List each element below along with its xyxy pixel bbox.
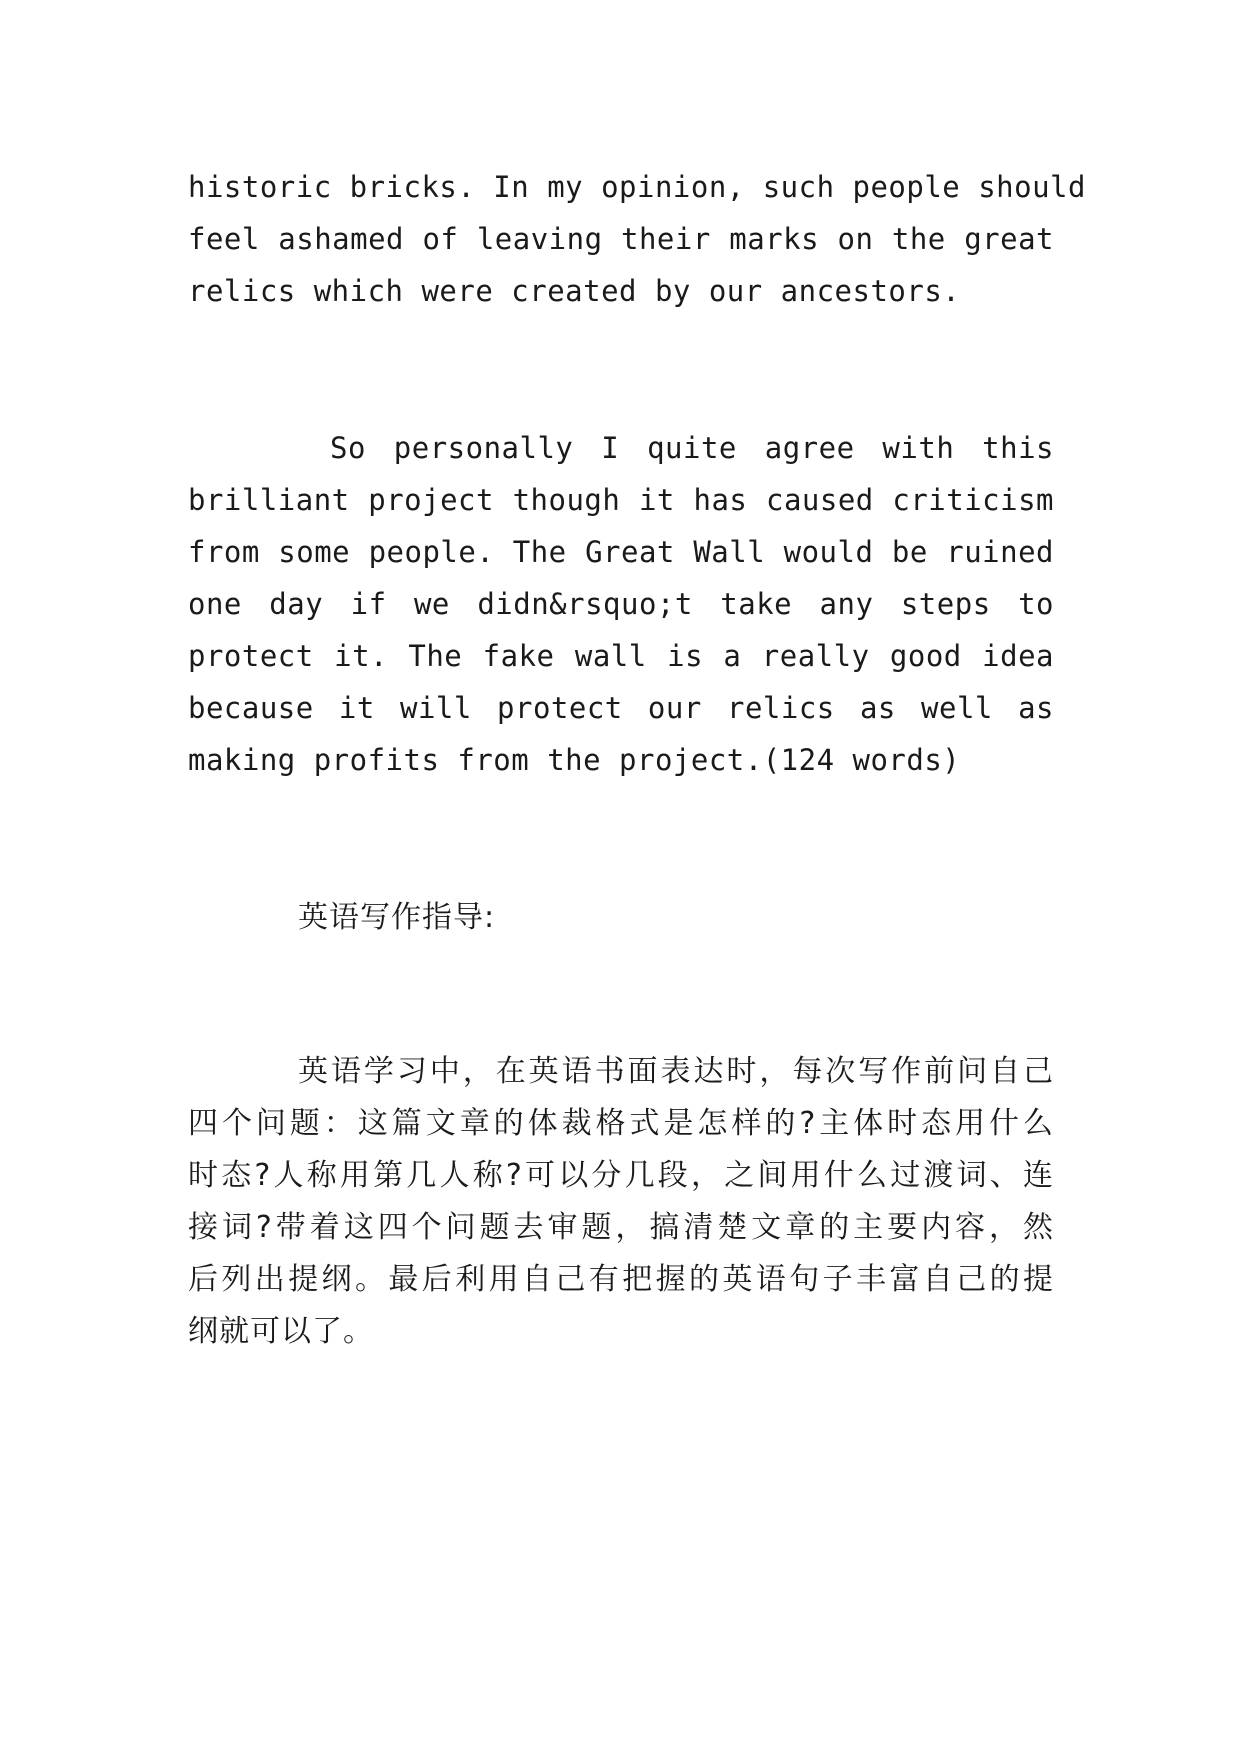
paragraph2-line-2: brilliant project though it has caused criticism <box>188 483 1054 517</box>
paragraph1-line-2: feel ashamed of leaving their marks on the great <box>188 222 1054 256</box>
paragraph3-line-2: 四个问题：这篇文章的体裁格式是怎样的?主体时态用什么 <box>188 1106 1054 1141</box>
paragraph2-line-4: one day if we didn&rsquo;t take any steps to <box>188 587 1054 621</box>
paragraph3-line-6: 纲就可以了。 <box>188 1314 374 1349</box>
paragraph2-line-3: from some people. The Great Wall would be ruined <box>188 535 1054 569</box>
paragraph2-line-5: protect it. The fake wall is a really good idea <box>188 639 1054 673</box>
writing-guide-heading: 英语写作指导: <box>298 900 496 935</box>
paragraph3-line-1: 英语学习中，在英语书面表达时，每次写作前问自己 <box>298 1054 1054 1089</box>
paragraph3-line-5: 后列出提纲。最后利用自己有把握的英语句子丰富自己的提 <box>188 1262 1054 1297</box>
paragraph2-line-6: because it will protect our relics as well as <box>188 691 1054 725</box>
paragraph1-line-1: historic bricks. In my opinion, such people should <box>188 170 1086 204</box>
paragraph1-line-3: relics which were created by our ancestors. <box>188 274 961 308</box>
paragraph2-line-7: making profits from the project.(124 words) <box>188 743 961 777</box>
paragraph2-line-1: So personally I quite agree with this <box>330 431 1054 465</box>
paragraph3-line-4: 接词?带着这四个问题去审题，搞清楚文章的主要内容，然 <box>188 1210 1054 1245</box>
paragraph3-line-3: 时态?人称用第几人称?可以分几段，之间用什么过渡词、连 <box>188 1158 1054 1193</box>
